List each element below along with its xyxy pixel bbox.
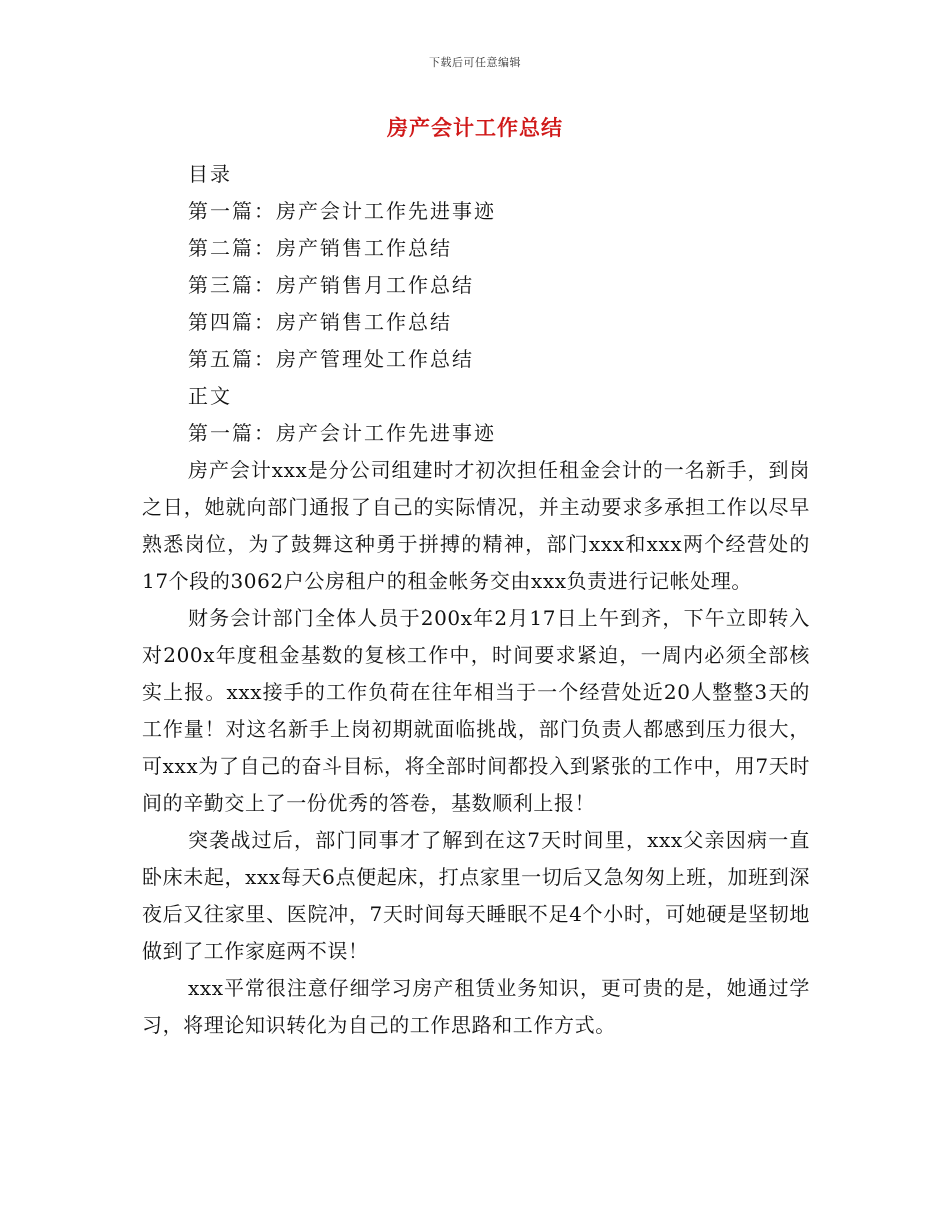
paragraph: 财务会计部门全体人员于200x年2月17日上午到齐，下午立即转入对200x年度租金基数的复核工作中，时间要求紧迫，一周内必须全部核实上报。xxx接手的工作负荷在往年相当于一个经营处近20人整整3天的工作量！对这名新手上岗初期就面临挑战，部门负责人都感到压力很大，可xxx为了自己的奋斗目标，将全部时间都投入到紧张的工作中，用7天时间的辛勤交上了一份优秀的答卷，基数顺利上报！ <box>142 606 810 815</box>
toc-item: 第四篇：房产销售工作总结 <box>188 310 452 334</box>
toc-heading: 目录 <box>188 162 232 186</box>
body-text <box>142 452 810 1044</box>
body-heading: 正文 <box>188 384 232 408</box>
paragraph: 房产会计xxx是分公司组建时才初次担任租金会计的一名新手，到岗之日，她就向部门通报了自己的实际情况，并主动要求多承担工作以尽早熟悉岗位，为了鼓舞这种勇于拼搏的精神，部门xxx和xxx两个经营处的17个段的3062户公房租户的租金帐务交由xxx负责进行记帐处理。 <box>142 458 810 593</box>
header-note: 下载后可任意编辑 <box>429 56 521 69</box>
toc-item: 第一篇：房产会计工作先进事迹 <box>188 199 496 223</box>
toc-item: 第二篇：房产销售工作总结 <box>188 236 452 260</box>
section-heading: 第一篇：房产会计工作先进事迹 <box>188 421 496 445</box>
toc-item: 第三篇：房产销售月工作总结 <box>188 273 474 297</box>
paragraph: xxx平常很注意仔细学习房产租赁业务知识，更可贵的是，她通过学习，将理论知识转化为自己的工作思路和工作方式。 <box>142 976 810 1037</box>
table-of-contents <box>188 156 828 452</box>
toc-item: 第五篇：房产管理处工作总结 <box>188 347 474 371</box>
paragraph: 突袭战过后，部门同事才了解到在这7天时间里，xxx父亲因病一直卧床未起，xxx每天6点便起床，打点家里一切后又急匆匆上班，加班到深夜后又往家里、医院冲，7天时间每天睡眠不足4个小时，可她硬是坚韧地做到了工作家庭两不误！ <box>142 828 810 963</box>
document-title: 房产会计工作总结 <box>387 116 563 140</box>
